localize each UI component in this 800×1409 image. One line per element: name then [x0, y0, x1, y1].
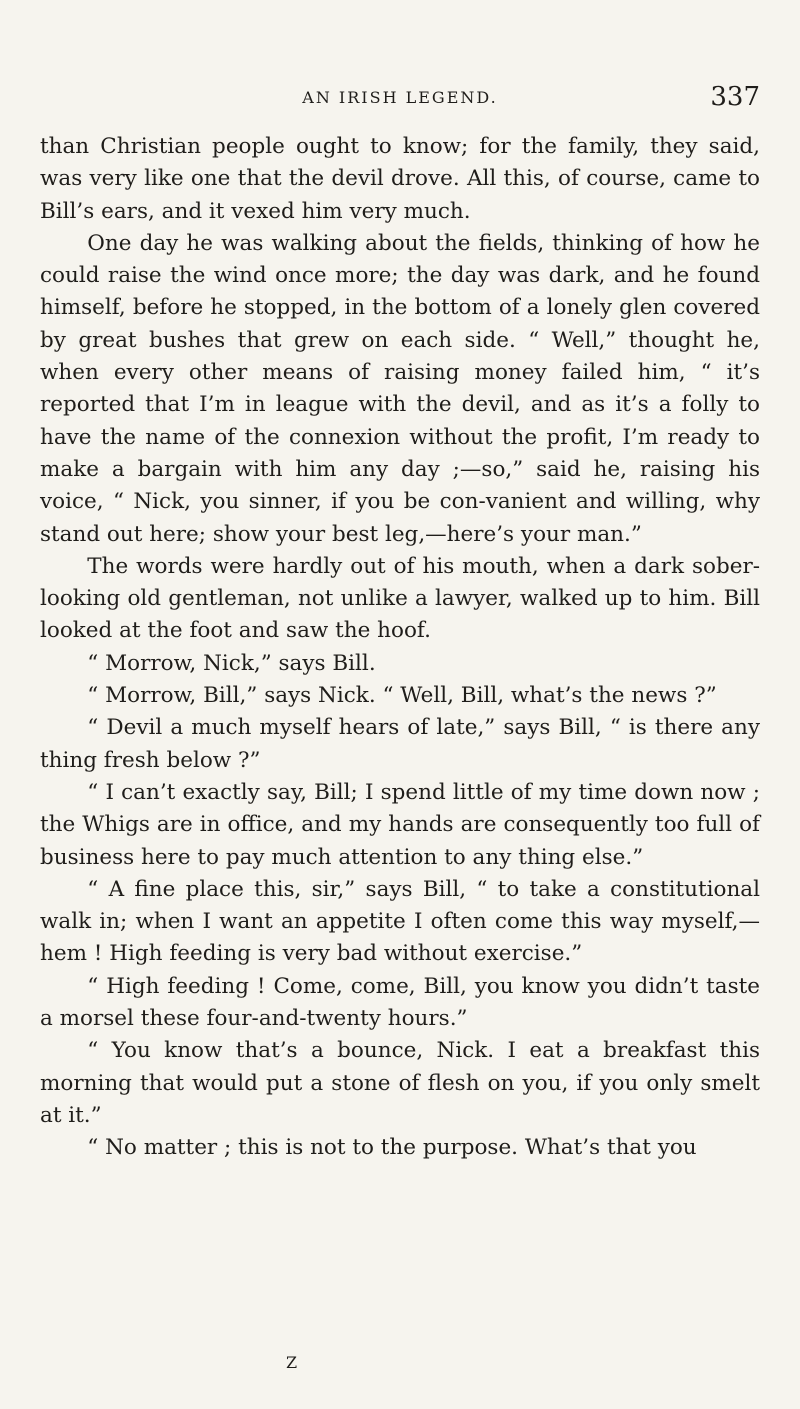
paragraph: “ No matter ; this is not to the purpose. What’s that you — [87, 1135, 697, 1161]
paragraph: “ Devil a much myself hears of late,” says Bill, “ is there any thing fresh below ?” — [40, 715, 760, 773]
running-head: AN IRISH LEGEND. — [302, 88, 498, 107]
paragraph: “ Morrow, Bill,” says Nick. “ Well, Bill, what’s the news ?” — [87, 683, 717, 709]
paragraph: The words were hardly out of his mouth, when a dark sober-looking old gentleman, not unlike a lawyer, walked up to him. Bill looked at the foot and saw the hoof. — [40, 553, 760, 644]
paragraph: “ High feeding ! Come, come, Bill, you know you didn’t taste a morsel these four-and-twenty hours.” — [40, 973, 760, 1032]
paragraph: “ A fine place this, sir,” says Bill, “ to take a constitutional walk in; when I want an appetite I often come this way myself,—hem ! High feeding is very bad without exercise.” — [40, 876, 760, 967]
body-text — [40, 131, 760, 1165]
signature-mark: Z — [286, 1353, 298, 1372]
paragraph: “ Morrow, Nick,” says Bill. — [87, 650, 376, 676]
page-number: 337 — [710, 82, 760, 112]
paragraph: “ You know that’s a bounce, Nick. I eat a breakfast this morning that would put a stone of flesh on you, if you only smelt at it.” — [40, 1038, 760, 1128]
paragraph: “ I can’t exactly say, Bill; I spend little of my time down now ; the Whigs are in office, and my hands are consequently too full of business here to pay much attention to any thing else.” — [40, 779, 760, 870]
paragraph: One day he was walking about the fields, thinking of how he could raise the wind once more; the day was dark, and he found himself, before he stopped, in the bottom of a lonely glen covered by great bushes that grew on each side. “ Well,” thought he, when every other means of raising money failed him, “ it’s reported that I’m in league with the devil, and as it’s a folly to have the name of the connexion without the profit, I’m ready to make a bargain with him any day ;—so,” said he, raising his voice, “ Nick, you sinner, if you be con-vanient and willing, why stand out here; show your best leg,—here’s your man.” — [40, 230, 760, 547]
paragraph: than Christian people ought to know; for the family, they said, was very like one that the devil drove. All this, of course, came to Bill’s ears, and it vexed him very much. — [40, 134, 760, 224]
page-header — [40, 82, 760, 118]
